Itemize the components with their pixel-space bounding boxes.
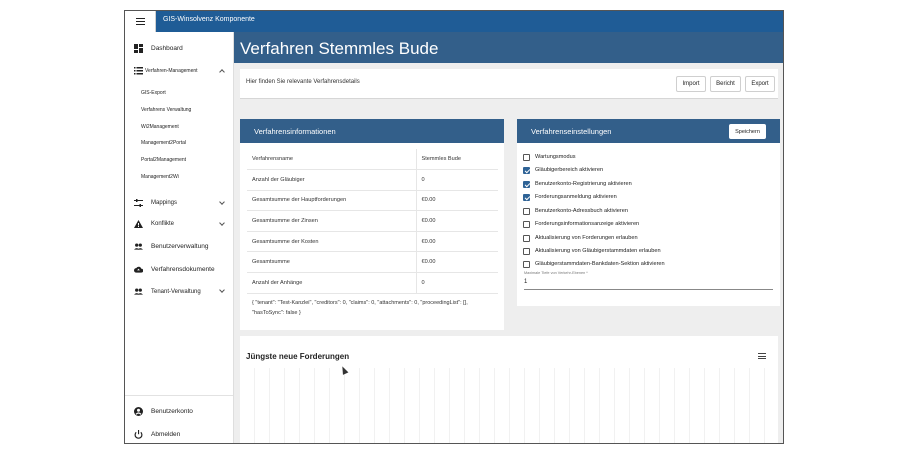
option-aktualisierung-forderungen[interactable]: [523, 233, 638, 243]
sidebar-item-verfahrensdokumente[interactable]: [125, 264, 233, 275]
list-icon: [134, 67, 143, 76]
bericht-button[interactable]: Bericht: [710, 76, 741, 92]
row-value: €0.00: [416, 231, 498, 252]
verfahrenseinstellungen-card: [517, 119, 780, 306]
sidebar-item-verfahren-management[interactable]: [125, 66, 233, 76]
card-title: Verfahrensinformationen: [254, 127, 336, 136]
table-row: [247, 149, 498, 170]
sidebar-subitem-portal2management[interactable]: [125, 156, 233, 164]
option-glaeubigerbereich[interactable]: [523, 165, 603, 175]
row-label: Gesamtsumme der Zinsen: [247, 211, 416, 232]
checkbox[interactable]: [523, 248, 530, 255]
sidebar-item-label: Verfahrensdokumente: [151, 266, 215, 273]
sidebar-subitem-gis-export[interactable]: [125, 89, 233, 97]
group-icon: [134, 287, 143, 296]
sidebar-item-tenant-verwaltung[interactable]: [125, 286, 233, 297]
sidebar-item-dashboard[interactable]: [125, 43, 233, 54]
sidebar-subitem-management2portal[interactable]: [125, 139, 233, 147]
sidebar-item-label: Mappings: [151, 200, 178, 206]
import-button[interactable]: Import: [676, 76, 706, 92]
app-title: GIS-Winsolvenz Komponente: [163, 16, 255, 23]
sidebar-subitem-verfahrens-verwaltung[interactable]: [125, 106, 233, 114]
sidebar-subitem-label: Wi2Management: [141, 124, 179, 130]
sidebar-item-konflikte[interactable]: [125, 219, 233, 229]
chevron-down-icon: [219, 287, 225, 293]
table-row: [247, 231, 498, 252]
card-header: [517, 119, 780, 143]
row-value: 0: [416, 170, 498, 191]
row-label: Gesamtsumme: [247, 252, 416, 273]
option-forderungsinformationsanzeige[interactable]: [523, 219, 639, 229]
chevron-down-icon: [219, 199, 225, 205]
hamburger-icon: [136, 18, 145, 25]
sidebar-subitem-management2wi[interactable]: [125, 173, 233, 181]
sidebar-item-label: Konflikte: [151, 221, 175, 227]
checkbox[interactable]: [523, 194, 530, 201]
recent-claims-card: [240, 336, 778, 444]
option-bankdaten-sektion[interactable]: [523, 259, 665, 269]
claims-chart-area: [240, 368, 778, 444]
option-label: Benutzerkonto-Registrierung aktivieren: [535, 181, 632, 187]
top-app-bar: [125, 11, 783, 32]
option-label: Wartungsmodus: [535, 154, 576, 160]
checkbox[interactable]: [523, 154, 530, 161]
sidebar-item-label: Abmelden: [151, 431, 181, 438]
row-value: 0: [416, 273, 498, 294]
checkbox[interactable]: [523, 221, 530, 228]
checkbox[interactable]: [523, 235, 530, 242]
row-label: Verfahrensname: [247, 149, 416, 170]
page-title: Verfahren Stemmles Bude: [240, 39, 439, 58]
sidebar-subitem-label: Management2Wi: [141, 174, 179, 180]
sidebar-divider: [125, 395, 233, 396]
option-benutzerkonto-adressbuch[interactable]: [523, 206, 628, 216]
row-value: €0.00: [416, 190, 498, 211]
verfahrensinformationen-card: [240, 119, 504, 330]
option-label: Benutzerkonto-Adressbuch aktivieren: [535, 208, 628, 214]
sidebar: [125, 32, 234, 444]
json-dump: { "tenant": "Test-Kanzlei", "creditors": 0, "claims": 0, "attachments": 0, "proceedingList": [], "hasToSync": false }: [252, 300, 468, 316]
checkbox[interactable]: [523, 181, 530, 188]
sidebar-subitem-wi2management[interactable]: [125, 123, 233, 131]
chevron-down-icon: [219, 220, 225, 226]
option-label: Aktualisierung von Gläubigerstammdaten erlauben: [535, 248, 661, 254]
depth-field-label: Maximale Tiefe von Verkehr-Ebenen *: [524, 271, 588, 275]
tune-icon: [134, 199, 143, 208]
sidebar-item-label: Dashboard: [151, 45, 183, 52]
card-header: [240, 119, 504, 143]
page-header: [234, 32, 783, 63]
group-icon: [134, 242, 143, 251]
row-label: Gesamtsumme der Hauptforderungen: [247, 190, 416, 211]
sidebar-subitem-label: Verfahrens Verwaltung: [141, 107, 192, 113]
option-wartungsmodus[interactable]: [523, 152, 576, 162]
sidebar-item-label: Verfahren-Management: [145, 68, 198, 74]
account-circle-icon: [134, 407, 143, 416]
row-label: Gesamtsumme der Kosten: [247, 231, 416, 252]
depth-input[interactable]: 1: [524, 279, 773, 290]
cloud-upload-icon: [134, 265, 143, 274]
checkbox[interactable]: [523, 261, 530, 268]
sidebar-item-abmelden[interactable]: [125, 429, 233, 440]
option-label: Gläubigerbereich aktivieren: [535, 167, 604, 173]
table-row: [247, 170, 498, 191]
main-content: [234, 32, 783, 444]
option-benutzerkonto-registrierung[interactable]: [523, 179, 632, 189]
export-button[interactable]: Export: [745, 76, 775, 92]
row-value: €0.00: [416, 211, 498, 232]
sidebar-item-mappings[interactable]: [125, 198, 233, 208]
sidebar-item-benutzerverwaltung[interactable]: [125, 241, 233, 252]
row-label: Anzahl der Gläubiger: [247, 170, 416, 191]
table-row: [247, 211, 498, 232]
row-value: Stemmles Bude: [416, 149, 498, 170]
sidebar-item-label: Benutzerverwaltung: [151, 243, 209, 250]
sidebar-subitem-label: GIS-Export: [141, 90, 166, 96]
info-table: [247, 149, 498, 294]
dashboard-icon: [134, 44, 143, 53]
option-label: Aktualisierung von Forderungen erlauben: [535, 235, 638, 241]
menu-icon[interactable]: [758, 353, 766, 359]
sidebar-item-label: Benutzerkonto: [151, 408, 193, 415]
sidebar-item-label: Tenant-Verwaltung: [151, 288, 201, 295]
sidebar-subitem-label: Portal2Management: [141, 157, 187, 163]
chevron-up-icon: [219, 69, 225, 75]
card-title: Jüngste neue Forderungen: [246, 352, 350, 361]
power-icon: [134, 430, 143, 439]
card-title: Verfahrenseinstellungen: [531, 127, 612, 136]
app-window: [124, 10, 784, 444]
sidebar-item-benutzerkonto[interactable]: [125, 406, 233, 417]
checkbox[interactable]: [523, 167, 530, 174]
table-row: [247, 252, 498, 273]
option-aktualisierung-glaeubigerstammdaten[interactable]: [523, 246, 661, 256]
info-text: Hier finden Sie relevante Verfahrensdetails: [246, 79, 360, 85]
option-label: Forderungsanmeldung aktivieren: [535, 194, 617, 200]
table-row: [247, 190, 498, 211]
save-button[interactable]: Speichern: [729, 124, 766, 139]
option-forderungsanmeldung[interactable]: [523, 192, 617, 202]
row-label: Anzahl der Anhänge: [247, 273, 416, 294]
checkbox[interactable]: [523, 208, 530, 215]
warning-icon: [134, 220, 143, 229]
table-row: [247, 273, 498, 294]
row-value: €0.00: [416, 252, 498, 273]
sidebar-subitem-label: Management2Portal: [141, 140, 187, 146]
menu-toggle-button[interactable]: [125, 11, 156, 32]
option-label: Forderungsinformationsanzeige aktivieren: [535, 221, 640, 227]
info-bar: [240, 69, 778, 99]
option-label: Gläubigerstammdaten-Bankdaten-Sektion aktivieren: [535, 261, 665, 267]
